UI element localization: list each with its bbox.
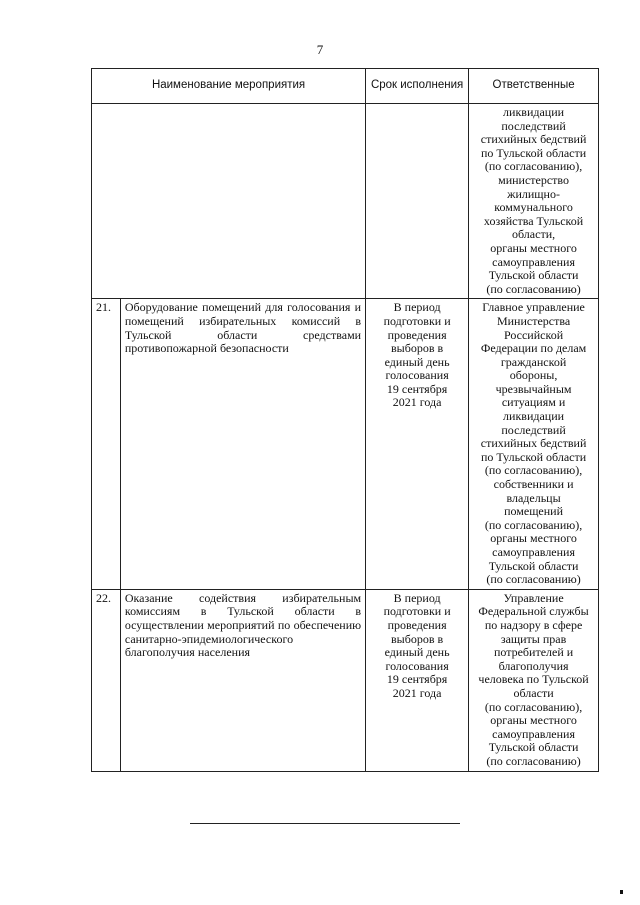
responsible-line: органы местного bbox=[490, 713, 577, 728]
responsible-line: защиты прав bbox=[500, 631, 567, 646]
responsible-line: потребителей и bbox=[493, 645, 574, 660]
responsible-line: по Тульской области bbox=[480, 145, 587, 160]
responsible-line: Тульской области bbox=[488, 268, 579, 283]
responsible-line: Российской bbox=[503, 327, 564, 342]
responsible-line: ситуациям и bbox=[501, 395, 566, 410]
table-row-22 bbox=[92, 589, 599, 771]
responsible-line: (по согласованию), bbox=[484, 517, 583, 532]
term-line: 2021 года bbox=[392, 395, 442, 410]
table-row-21 bbox=[92, 299, 599, 589]
header-name: Наименование мероприятия bbox=[92, 69, 366, 104]
header-term: Срок исполнения bbox=[366, 69, 469, 104]
responsible-line: помещений bbox=[504, 504, 564, 519]
responsible-line: (по согласованию), bbox=[484, 463, 583, 478]
term-line: выборов в bbox=[391, 341, 444, 356]
responsible-line: владельцы bbox=[506, 490, 561, 505]
term-line: подготовки и bbox=[383, 313, 451, 328]
responsible-line: стихийных бедствий bbox=[480, 436, 587, 451]
responsible-line: жилищно- bbox=[507, 186, 560, 201]
term-line: проведения bbox=[387, 327, 447, 342]
responsible-line: Управление bbox=[503, 590, 564, 605]
responsible-line: по Тульской области bbox=[480, 449, 587, 464]
responsible-line: человека по Тульской bbox=[478, 672, 589, 687]
term-cell bbox=[366, 299, 469, 589]
term-line: единый день bbox=[384, 354, 450, 369]
measure-name: Оказание содействия избирательным комиссиям в Тульской области в осуществлении мероприятий по обеспечению санитарно-эпидемиологического благополучия населения bbox=[120, 589, 365, 771]
responsible-line: (по согласованию) bbox=[486, 572, 581, 587]
term-line: 19 сентября bbox=[386, 672, 448, 687]
responsible-line: по надзору в сфере bbox=[484, 617, 583, 632]
term-line: 2021 года bbox=[392, 685, 442, 700]
responsible-line: Федерации по делам bbox=[480, 341, 587, 356]
row-number: 21. bbox=[92, 299, 121, 589]
row-number: 22. bbox=[92, 589, 121, 771]
term-line: подготовки и bbox=[383, 604, 451, 619]
responsible-line: благополучия bbox=[498, 658, 569, 673]
responsible-line: самоуправления bbox=[492, 545, 575, 559]
continuation-name-cell bbox=[92, 104, 366, 299]
responsible-line: коммунального bbox=[494, 200, 573, 215]
responsible-line: стихийных бедствий bbox=[480, 132, 587, 147]
term-line: проведения bbox=[387, 617, 447, 632]
responsible-line: самоуправления bbox=[492, 254, 575, 269]
responsible-line: (по согласованию) bbox=[486, 281, 581, 296]
measure-name: Оборудование помещений для голосования и помещений избирательных комиссий в Тульской области средствами противопожарной безопасности bbox=[120, 299, 365, 589]
responsible-line: последствий bbox=[501, 118, 566, 133]
responsible-line: гражданской bbox=[500, 354, 567, 369]
term-line: единый день bbox=[384, 645, 450, 660]
responsible-cell bbox=[469, 589, 599, 771]
responsible-line: (по согласованию) bbox=[486, 753, 581, 768]
responsible-line: области, bbox=[512, 227, 556, 242]
term-line: голосования bbox=[385, 658, 449, 673]
responsible-line: последствий bbox=[501, 422, 566, 437]
term-line: В период bbox=[393, 300, 441, 315]
table-header-row bbox=[92, 69, 599, 104]
responsible-line: Тульской области bbox=[488, 740, 579, 755]
term-line: выборов в bbox=[391, 631, 444, 646]
continuation-responsible-cell bbox=[469, 104, 599, 299]
responsible-line: ликвидации bbox=[503, 105, 565, 119]
responsible-line: ликвидации bbox=[503, 409, 565, 424]
responsible-line: обороны, bbox=[509, 368, 558, 383]
responsible-cell bbox=[469, 299, 599, 589]
responsible-line: органы местного bbox=[490, 531, 577, 546]
responsible-line: чрезвычайным bbox=[495, 381, 572, 396]
page-number: 7 bbox=[316, 42, 324, 57]
responsible-line: Министерства bbox=[496, 313, 571, 328]
responsible-line: собственники и bbox=[493, 477, 574, 492]
responsible-line: (по согласованию), bbox=[484, 159, 583, 174]
responsible-line: области bbox=[513, 685, 554, 700]
closing-rule bbox=[190, 823, 460, 824]
term-line: 19 сентября bbox=[386, 381, 448, 396]
responsible-line: министерство bbox=[498, 172, 570, 187]
measures-table bbox=[91, 68, 599, 772]
responsible-line: Тульской области bbox=[488, 558, 579, 573]
responsible-line: хозяйства Тульской bbox=[483, 213, 584, 228]
term-line: В период bbox=[393, 590, 441, 605]
scan-mark bbox=[620, 890, 623, 894]
term-line: голосования bbox=[385, 368, 449, 383]
term-cell bbox=[366, 589, 469, 771]
continuation-term-cell bbox=[366, 104, 469, 299]
responsible-line: самоуправления bbox=[492, 726, 575, 741]
responsible-line: Главное управление bbox=[482, 300, 585, 315]
responsible-line: (по согласованию), bbox=[484, 699, 583, 714]
header-responsible: Ответственные bbox=[469, 69, 599, 104]
table-row-continuation bbox=[92, 104, 599, 299]
responsible-line: Федеральной службы bbox=[478, 604, 589, 619]
responsible-line: органы местного bbox=[490, 240, 577, 255]
